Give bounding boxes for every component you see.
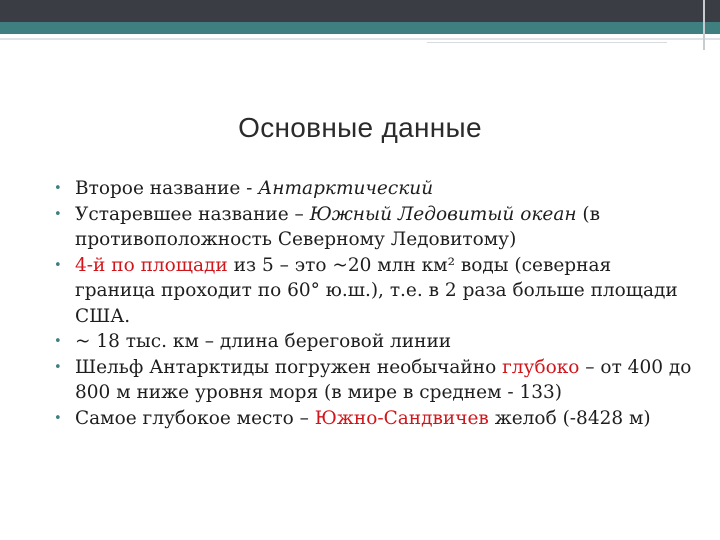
bullet-dot-icon: • xyxy=(54,206,62,222)
bullet-dot-icon: • xyxy=(54,410,62,426)
bullet-item xyxy=(54,329,694,355)
bullet-text: из 5 – это ~20 млн км² воды (северная граница проходит по 60° ю.ш.), т.е. в 2 раза больше площади США. xyxy=(75,254,678,327)
bullet-dot-icon: • xyxy=(54,334,62,349)
bullet-highlight-text: глубоко xyxy=(502,356,580,378)
bullet-italic-text: Антарктический xyxy=(258,178,434,199)
bullet-text: желоб (-8428 м) xyxy=(488,407,651,429)
header-divider-short xyxy=(427,42,667,43)
bullet-text: – от 400 до 800 м ниже уровня моря (в мире в среднем - 133) xyxy=(75,356,692,403)
slide-title: Основные данные xyxy=(238,112,482,143)
bullet-item xyxy=(54,355,694,406)
bullet-dot-icon: • xyxy=(54,359,62,375)
bullet-text: Шельф Антарктиды погружен необычайно xyxy=(75,356,503,378)
bullet-item xyxy=(54,202,694,253)
bullet-text: Самое глубокое место – xyxy=(75,407,315,429)
top-bar-dark xyxy=(0,0,720,22)
bullet-italic-text: Южный Ледовитый океан xyxy=(309,203,577,225)
bullet-dot-icon: • xyxy=(54,181,62,196)
bullet-text: ~ 18 тыс. км – длина береговой линии xyxy=(75,331,452,352)
header-divider xyxy=(0,38,720,40)
bullet-highlight-text: Южно-Сандвичев xyxy=(314,407,489,429)
bullet-item xyxy=(54,253,694,330)
bullet-text: Устаревшее название – xyxy=(75,203,310,225)
bullet-text: Второе название - xyxy=(75,178,259,199)
bullet-dot-icon: • xyxy=(54,257,62,273)
bullet-highlight-text: 4-й по площади xyxy=(75,254,228,276)
top-bar-teal xyxy=(0,22,720,34)
bullet-item xyxy=(54,406,694,432)
bullet-text: (в противоположность Северному Ледовитому) xyxy=(75,203,601,250)
bullet-list xyxy=(54,176,694,431)
bullet-item xyxy=(54,176,694,202)
corner-accent-line xyxy=(703,0,705,50)
